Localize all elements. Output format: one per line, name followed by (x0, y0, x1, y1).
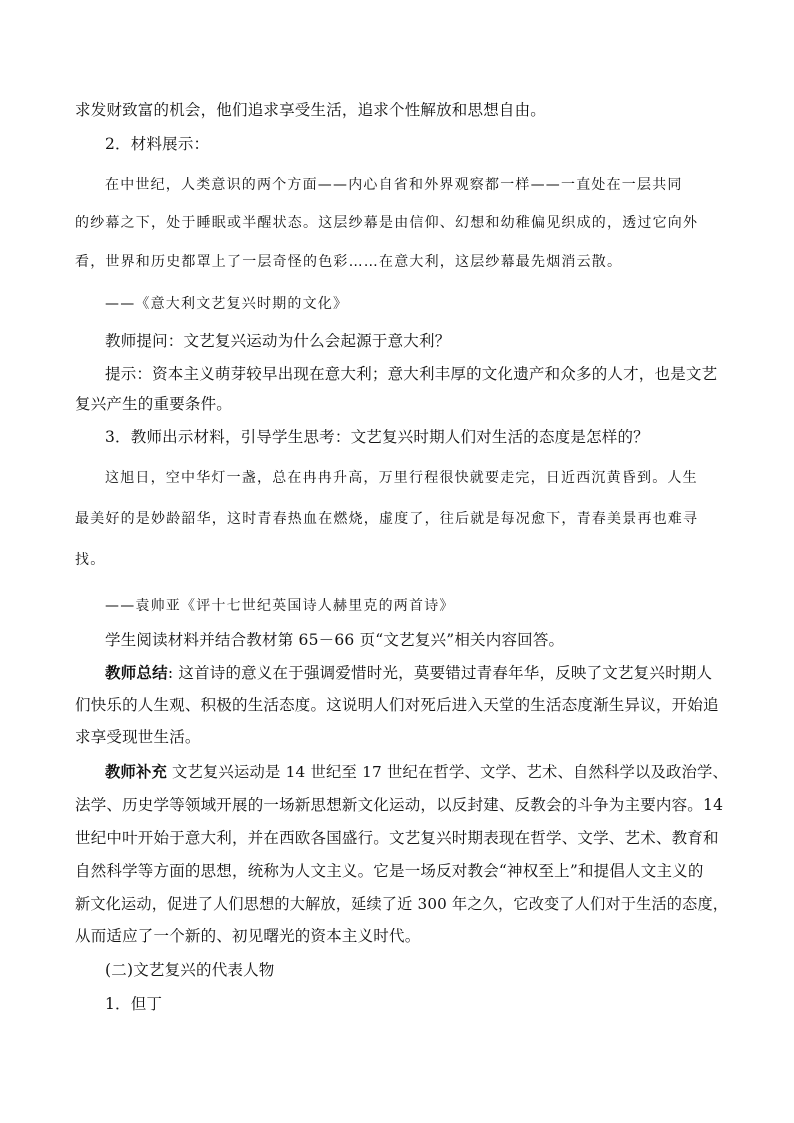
item-1-heading: 1．但丁 (105, 995, 163, 1013)
supplement-line-2: 法学、历史学等领域开展的一场新思想新文化运动，以反封建、反教会的斗争为主要内容。14 (75, 796, 724, 814)
quote-1-source: ——《意大利文艺复兴时期的文化》 (105, 296, 349, 312)
supplement-line-6: 从而适应了一个新的、初见曙光的资本主义时代。 (75, 927, 421, 945)
item-2-heading: 2．材料展示： (105, 135, 210, 153)
quote-1-line-2: 的纱幕之下，处于睡眠或半醒状态。这层纱幕是由信仰、幻想和幼稚偏见织成的，透过它向外 (75, 215, 699, 231)
supplement-line-1 (105, 762, 728, 782)
item-3-heading: 3．教师出示材料，引导学生思考：文艺复兴时期人们对生活的态度是怎样的？ (105, 428, 649, 446)
hint-line-2: 复兴产生的重要条件。 (75, 395, 233, 413)
hint-line-1: 提示：资本主义萌芽较早出现在意大利；意大利丰厚的文化遗产和众多的人才，也是文艺 (105, 365, 718, 383)
summary-line-1 (105, 663, 712, 683)
quote-1-line-1: 在中世纪，人类意识的两个方面——内心自省和外界观察都一样——一直处在一层共同 (105, 177, 683, 193)
quote-2-line-1: 这旭日，空中华灯一盏，总在冉冉升高，万里行程很快就要走完，日近西沉黄昏到。人生 (105, 470, 698, 486)
paragraph-line: 求发财致富的机会，他们追求享受生活，追求个性解放和思想自由。 (75, 101, 547, 119)
quote-2-source: ——袁帅亚《评十七世纪英国诗人赫里克的两首诗》 (105, 598, 455, 614)
student-reading: 学生阅读材料并结合教材第 65－66 页“文艺复兴”相关内容回答。 (105, 631, 565, 649)
summary-text: : 这首诗的意义在于强调爱惜时光，莫要错过青春年华，反映了文艺复兴时期人 (167, 664, 713, 682)
section-heading: (二)文艺复兴的代表人物 (105, 961, 275, 979)
supplement-line-4: 自然科学等方面的思想，统称为人文主义。它是一场反对教会“神权至上”和提倡人文主义的 (75, 862, 704, 880)
quote-2-line-3: 找。 (75, 552, 106, 568)
summary-line-2: 们快乐的人生观、积极的生活态度。这说明人们对死后进入天堂的生活态度渐生异议，开始追 (75, 696, 719, 714)
supplement-text: 文艺复兴运动是 14 世纪至 17 世纪在哲学、文学、艺术、自然科学以及政治学、 (167, 763, 728, 781)
supplement-line-5: 新文化运动，促进了人们思想的大解放，延续了近 300 年之久，它改变了人们对于生活的态度， (75, 895, 729, 913)
teacher-question: 教师提问：文艺复兴运动为什么会起源于意大利？ (105, 332, 451, 350)
summary-label: 教师总结 (105, 663, 168, 682)
supplement-line-3: 世纪中叶开始于意大利，并在西欧各国盛行。文艺复兴时期表现在哲学、文学、艺术、教育和 (75, 829, 719, 847)
supplement-label: 教师补充 (105, 763, 167, 781)
quote-2-line-2: 最美好的是妙龄韶华，这时青春热血在燃烧，虚度了，往后就是每况愈下，青春美景再也难寻 (75, 511, 699, 527)
summary-line-3: 求享受现世生活。 (75, 728, 201, 746)
quote-1-line-3: 看，世界和历史都罩上了一层奇怪的色彩……在意大利，这层纱幕最先烟消云散。 (75, 254, 623, 270)
